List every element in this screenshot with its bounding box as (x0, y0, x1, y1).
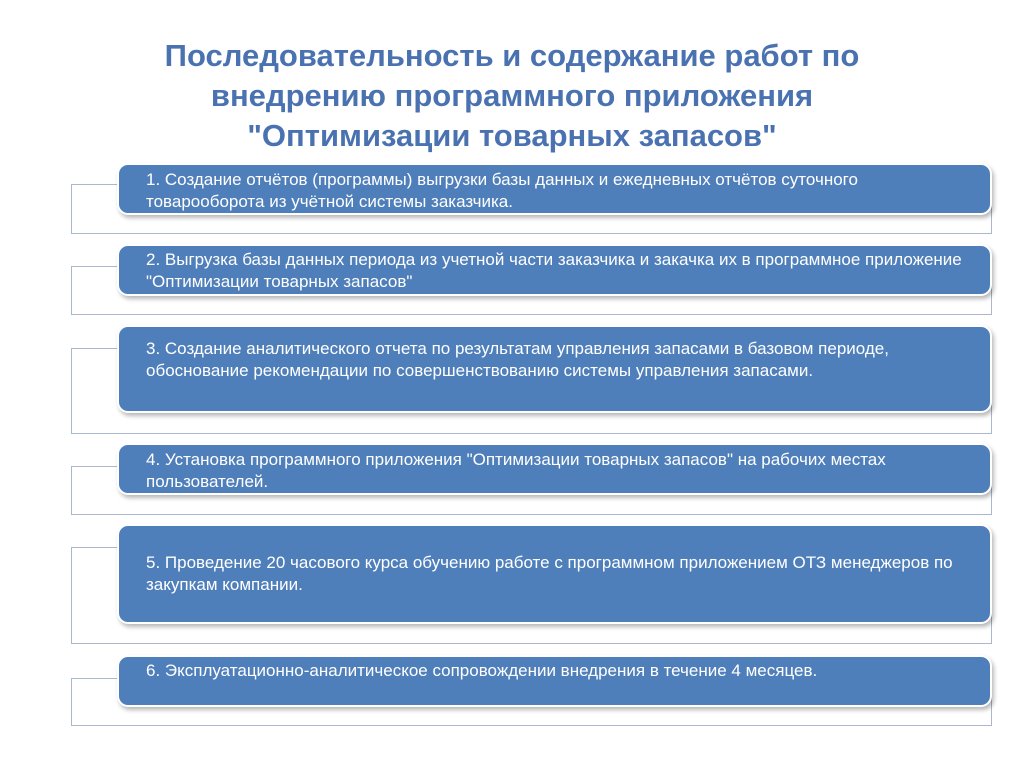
title-line-3: "Оптимизации товарных запасов" (247, 118, 777, 153)
step-6-text: 6. Эксплуатационно-аналитическое сопровождении внедрения в течение 4 месяцев. (146, 661, 818, 680)
step-2-box (117, 244, 992, 296)
step-4-box (117, 443, 992, 495)
step-1-box (117, 163, 992, 215)
step-5-text: 5. Проведение 20 часового курса обучению работе с программном приложением ОТЗ менеджеров по закупкам компании. (146, 553, 953, 594)
step-6-box (117, 655, 992, 707)
step-4-text: 4. Установка программного приложения "Оптимизации товарных запасов" на рабочих местах пользователей. (146, 450, 886, 491)
step-5-box (117, 524, 992, 624)
step-1-text: 1. Создание отчётов (программы) выгрузки базы данных и ежедневных отчётов суточного товарооборота из учётной системы заказчика. (146, 170, 858, 211)
page-title (60, 36, 964, 156)
step-3-box (117, 325, 992, 413)
title-line-1: Последовательность и содержание работ по (164, 38, 860, 73)
step-2-text: 2. Выгрузка базы данных периода из учетной части заказчика и закачка их в программное приложение "Оптимизации товарных запасов" (146, 250, 962, 291)
title-line-2: внедрению программного приложения (210, 78, 814, 113)
step-3-text: 3. Создание аналитического отчета по результатам управления запасами в базовом периоде, обоснование рекомендации по совершенствованию системы управления запасами. (146, 339, 889, 380)
